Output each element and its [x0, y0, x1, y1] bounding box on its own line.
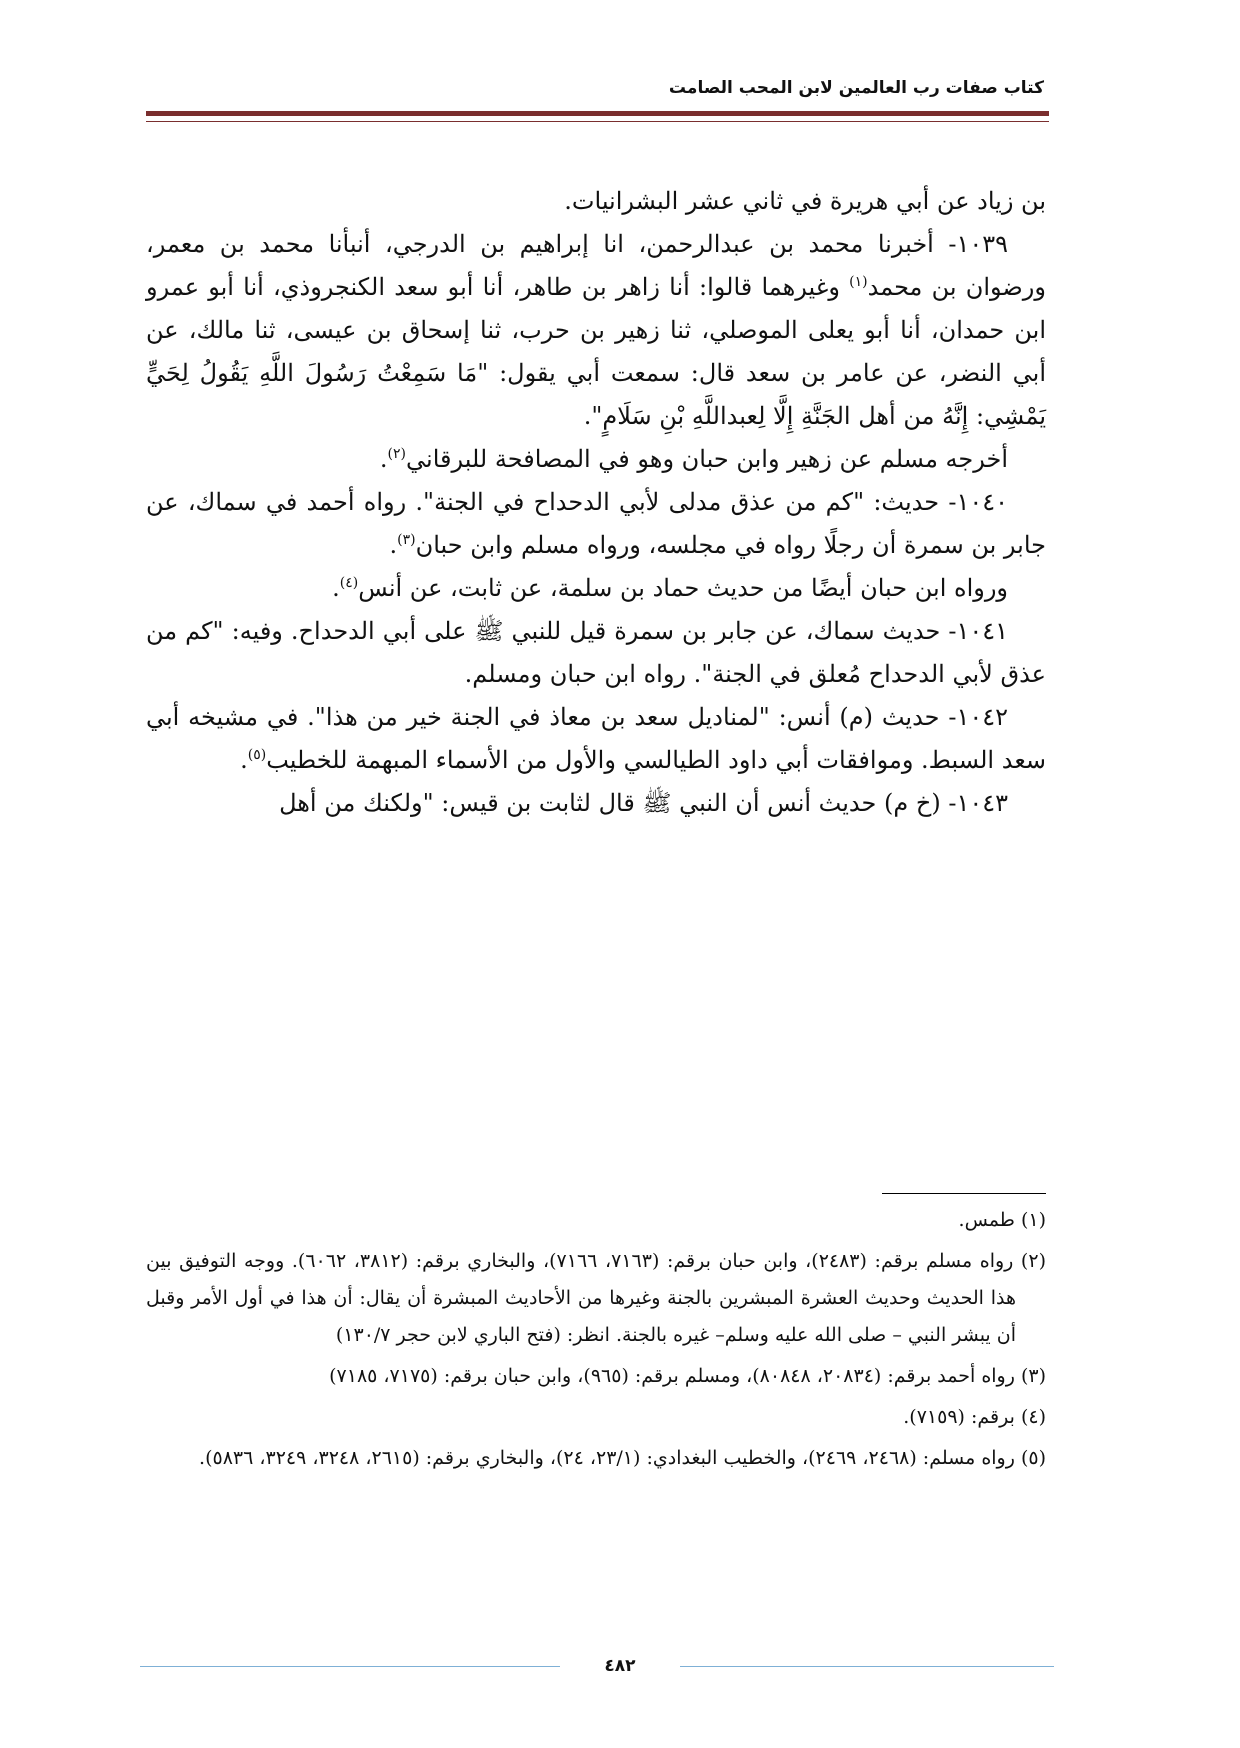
footnote-separator [882, 1193, 1046, 1194]
paragraph-text: أخرجه مسلم عن زهير وابن حبان وهو في المصافحة للبرقاني [406, 445, 1008, 473]
paragraph-continuation [146, 180, 1046, 223]
paragraph-text: وغيرهما قالوا: أنا زاهر بن طاهر، أنا أبو سعد الكنجروذي، أنا أبو عمرو ابن حمدان، أنا أبو يعلى الموصلي، ثنا زهير بن حرب، ثنا إسحاق بن عيسى، ثنا مالك، عن أبي النضر، عن عامر بن سعد قال: سمعت أبي يقول: "مَا سَمِعْتُ رَسُولَ اللَّهِ يَقُولُ لِحَيٍّ يَمْشِي: إِنَّهُ من أهل الجَنَّةِ إِلَّا لِعبداللَّهِ بْنِ سَلَامٍ". [146, 273, 1046, 430]
paragraph-text: . [332, 574, 340, 602]
footnote-5: (٥) رواه مسلم: (٢٤٦٨، ٢٤٦٩)، والخطيب البغدادي: (٢٣/١، ٢٤)، والبخاري برقم: (٢٦١٥، ٣٢٤٨، ٣٢٤٩، ٥٨٣٦). [199, 1447, 1046, 1469]
paragraph-text: . [240, 746, 248, 774]
paragraph-text: . [379, 445, 388, 473]
paragraph-text: ورواه ابن حبان أيضًا من حديث حماد بن سلمة، عن ثابت، عن أنس [358, 574, 1008, 602]
footnote-ref-2[interactable]: (٢) [387, 446, 407, 462]
header-rule-thick [146, 111, 1049, 116]
hadith-1041 [146, 610, 1046, 696]
hadith-1039 [146, 223, 1046, 438]
paragraph-text: ١٠٤١- حديث سماك، عن جابر بن سمرة قيل للنبي ﷺ على أبي الدحداح. وفيه: "كم من عذق لأبي الدحداح مُعلق في الجنة". رواه ابن حبان ومسلم. [146, 617, 1046, 688]
footer-rule-left [140, 1666, 560, 1667]
header-rule-thin [146, 121, 1049, 122]
takhrij-note [146, 438, 1046, 481]
footnote-ref-1[interactable]: (١) [849, 274, 868, 290]
main-text [146, 180, 1046, 825]
footnote-4: (٤) برقم: (٧١٥٩). [903, 1406, 1046, 1428]
footnote-2: (٢) رواه مسلم برقم: (٢٤٨٣)، وابن حبان برقم: (٧١٦٣، ٧١٦٦)، والبخاري برقم: (٣٨١٢، ٦٠٦٢). ووجه التوفيق بين هذا الحديث وحديث العشرة المبشرين بالجنة وغيرها من الأحاديث المبشرة أن يقال: أن هذا في أول الأمر وقبل أن يبشر النبي – صلى الله عليه وسلم– غيره بالجنة. انظر: (فتح الباري لابن حجر ١٣٠/٧) [146, 1250, 1046, 1346]
paragraph-text: ١٠٣٩- أخبرنا محمد بن عبدالرحمن، انا إبراهيم بن الدرجي، أنبأنا محمد بن معمر، ورضوان بن محمد [146, 230, 1046, 301]
footnote-ref-5[interactable]: (٥) [247, 747, 267, 763]
paragraph-text: ١٠٤٢- حديث (م) أنس: "لمناديل سعد بن معاذ في الجنة خير من هذا". في مشيخه أبي سعد السبط. وموافقات أبي داود الطيالسي والأول من الأسماء المبهمة للخطيب [146, 703, 1046, 774]
footnotes [146, 1202, 1046, 1481]
hadith-1043 [146, 782, 1046, 825]
paragraph-text: . [389, 531, 398, 559]
page-number: ٤٨٢ [604, 1656, 636, 1676]
paragraph-text: ١٠٤٠- حديث: "كم من عذق مدلى لأبي الدحداح في الجنة". رواه أحمد في سماك، عن جابر بن سمرة أن رجلًا رواه في مجلسه، ورواه مسلم وابن حبان [146, 488, 1046, 559]
running-header-title: كتاب صفات رب العالمين لابن المحب الصامت [668, 78, 1044, 98]
hadith-1040 [146, 481, 1046, 567]
footnote-ref-4[interactable]: (٤) [339, 575, 359, 591]
additional-narration [146, 567, 1046, 610]
paragraph-text: ١٠٤٣- (خ م) حديث أنس أن النبي ﷺ قال لثابت بن قيس: "ولكنك من أهل [279, 789, 1008, 817]
footnote-3: (٣) رواه أحمد برقم: (٢٠٨٣٤، ٨٠٨٤٨)، ومسلم برقم: (٩٦٥)، وابن حبان برقم: (٧١٧٥، ٧١٨٥) [329, 1365, 1046, 1387]
footer-rule-right [680, 1666, 1054, 1667]
paragraph-text: بن زياد عن أبي هريرة في ثاني عشر البشرانيات. [564, 187, 1046, 215]
footnote-1: (١) طمس. [958, 1209, 1046, 1231]
hadith-1042 [146, 696, 1046, 782]
footnote-ref-3[interactable]: (٣) [397, 532, 416, 548]
